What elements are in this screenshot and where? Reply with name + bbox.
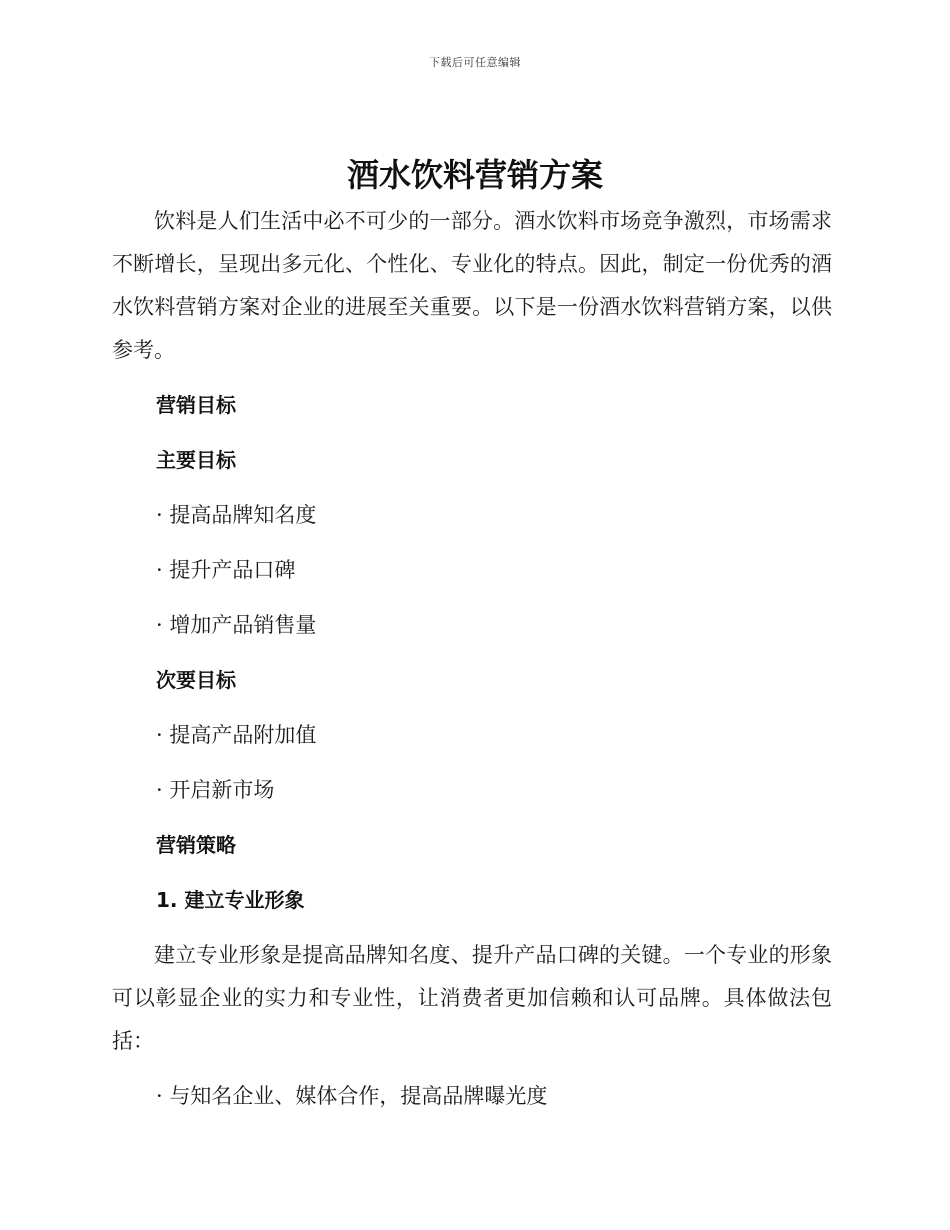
list-item: · 提高产品附加值 (156, 723, 317, 747)
list-item: · 开启新市场 (156, 778, 275, 802)
list-item: · 与知名企业、媒体合作，提高品牌曝光度 (156, 1084, 548, 1108)
document-body (112, 200, 832, 1124)
heading-marketing-goals: 营销目标 (156, 393, 236, 417)
intro-paragraph: 饮料是人们生活中必不可少的一部分。酒水饮料市场竞争激烈，市场需求不断增长，呈现出多元化、个性化、专业化的特点。因此，制定一份优秀的酒水饮料营销方案对企业的进展至关重要。以下是一份酒水饮料营销方案，以供参考。 (112, 209, 832, 362)
list-item: · 增加产品销售量 (156, 613, 317, 637)
list-item: · 提升产品口碑 (156, 558, 296, 582)
heading-secondary-goals: 次要目标 (156, 668, 236, 692)
document-title: 酒水饮料营销方案 (346, 156, 603, 194)
heading-primary-goals: 主要目标 (156, 448, 236, 472)
heading-strategy-1: 1. 建立专业形象 (156, 888, 305, 912)
strategy-1-paragraph: 建立专业形象是提高品牌知名度、提升产品口碑的关键。一个专业的形象可以彰显企业的实力和专业性，让消费者更加信赖和认可品牌。具体做法包括： (112, 943, 832, 1053)
heading-strategy: 营销策略 (156, 833, 236, 857)
header-note: 下载后可任意编辑 (429, 56, 521, 69)
list-item: · 提高品牌知名度 (156, 503, 317, 527)
